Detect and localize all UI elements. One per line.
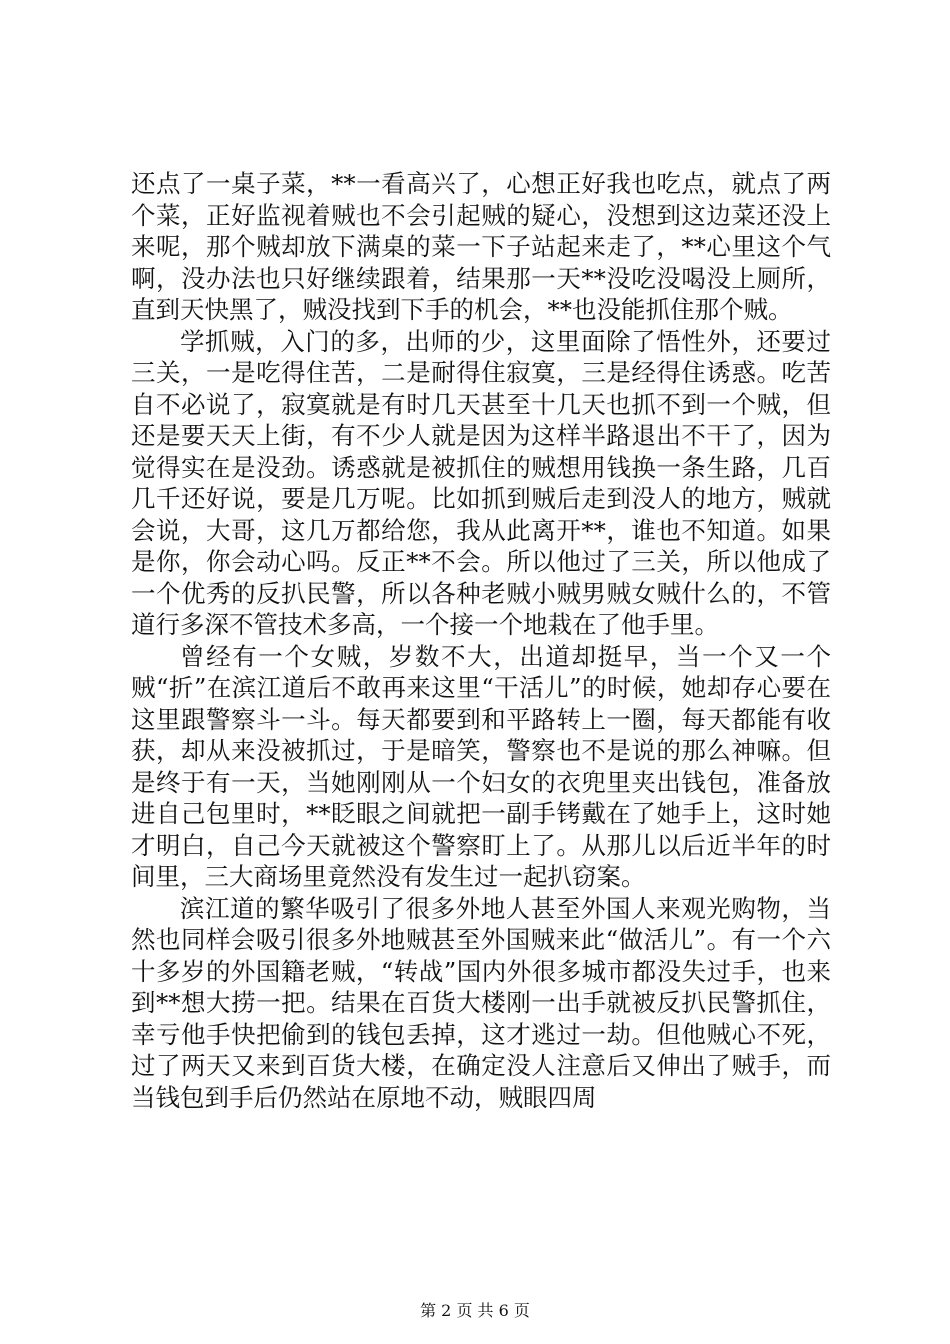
page-number-label: 第 2 页 共 6 页	[420, 1301, 530, 1320]
page-footer	[0, 1301, 950, 1321]
document-body	[131, 168, 831, 1113]
paragraph: 曾经有一个女贼，岁数不大，出道却挺早，当一个又一个贼“折”在滨江道后不敢再来这里“干活儿”的时候，她却存心要在这里跟警察斗一斗。每天都要到和平路转上一圈，每天都能有收获，却从来没被抓过，于是暗笑，警察也不是说的那么神嘛。但是终于有一天，当她刚刚从一个妇女的衣兜里夹出钱包，准备放进自己包里时，**眨眼之间就把一副手铐戴在了她手上，这时她才明白，自己今天就被这个警察盯上了。从那儿以后近半年的时间里，三大商场里竟然没有发生过一起扒窃案。	[131, 641, 831, 891]
paragraph: 滨江道的繁华吸引了很多外地人甚至外国人来观光购物，当然也同样会吸引很多外地贼甚至外国贼来此“做活儿”。有一个六十多岁的外国籍老贼，“转战”国内外很多城市都没失过手，也来到**想大捞一把。结果在百货大楼刚一出手就被反扒民警抓住，幸亏他手快把偷到的钱包丢掉，这才逃过一劫。但他贼心不死，过了两天又来到百货大楼，在确定没人注意后又伸出了贼手，而当钱包到手后仍然站在原地不动，贼眼四周	[131, 893, 831, 1112]
paragraph-continued: 还点了一桌子菜，**一看高兴了，心想正好我也吃点，就点了两个菜，正好监视着贼也不会引起贼的疑心，没想到这边菜还没上来呢，那个贼却放下满桌的菜一下子站起来走了，**心里这个气啊，没办法也只好继续跟着，结果那一天**没吃没喝没上厕所，直到天快黑了，贼没找到下手的机会，**也没能抓住那个贼。	[131, 169, 831, 324]
paragraph: 学抓贼，入门的多，出师的少，这里面除了悟性外，还要过三关，一是吃得住苦，二是耐得住寂寞，三是经得住诱惑。吃苦自不必说了，寂寞就是有时几天甚至十几天也抓不到一个贼，但还是要天天上街，有不少人就是因为这样半路退出不干了，因为觉得实在是没劲。诱惑就是被抓住的贼想用钱换一条生路，几百几千还好说，要是几万呢。比如抓到贼后走到没人的地方，贼就会说，大哥，这几万都给您，我从此离开**，谁也不知道。如果是你，你会动心吗。反正**不会。所以他过了三关，所以他成了一个优秀的反扒民警，所以各种老贼小贼男贼女贼什么的，不管道行多深不管技术多高，一个接一个地栽在了他手里。	[131, 326, 831, 639]
